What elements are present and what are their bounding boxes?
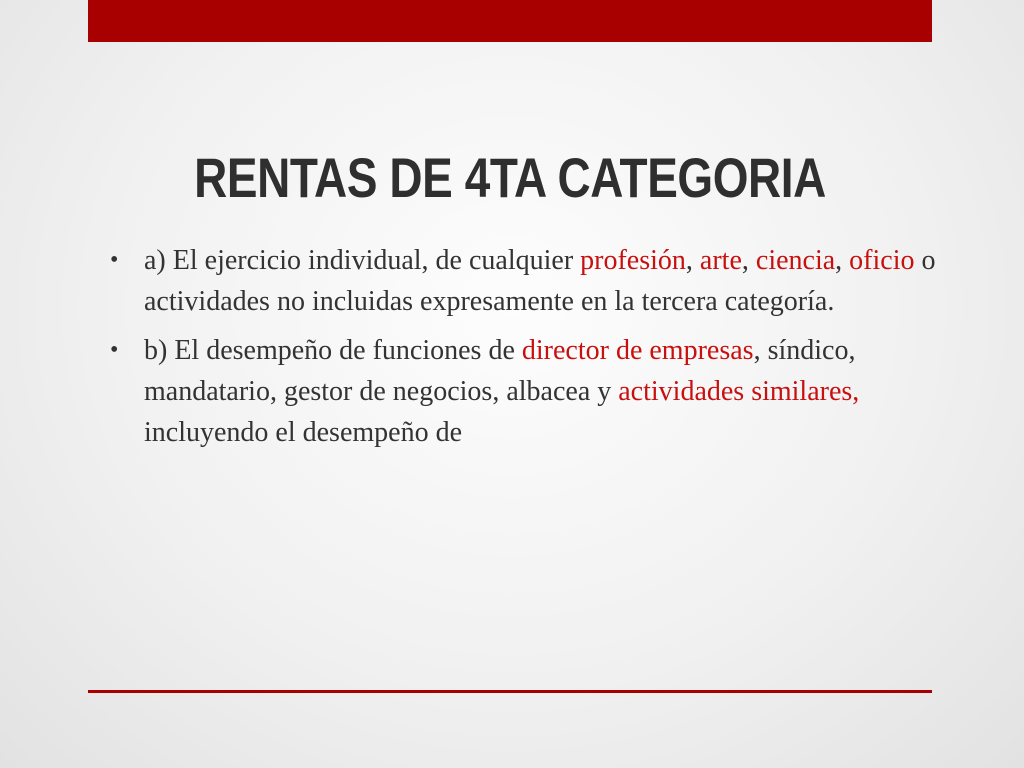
bullet-text-segment: , síndico, mandatario, gestor de negocios, albacea y xyxy=(144,335,856,407)
highlight-term: oficio xyxy=(849,245,915,276)
highlight-term: arte xyxy=(699,245,742,276)
bullet-text-segment: , xyxy=(741,245,756,276)
highlight-term: director de empresas xyxy=(521,335,754,366)
bullet-text-segment: b) El desempeño de funciones de xyxy=(144,335,522,366)
highlight-term: ciencia xyxy=(755,245,836,276)
bullet-list xyxy=(108,240,938,461)
slide-title: RENTAS DE 4TA CATEGORIA xyxy=(194,146,826,209)
bottom-divider xyxy=(88,690,932,693)
bullet-item xyxy=(108,330,938,453)
bullet-text-segment: , xyxy=(685,245,700,276)
bullet-dot-icon: • xyxy=(110,247,119,273)
bullet-item xyxy=(108,240,938,322)
bullet-text-segment: , xyxy=(835,245,850,276)
highlight-term: actividades similares, xyxy=(618,376,860,407)
bullet-text-segment: incluyendo el desempeño de xyxy=(144,417,463,448)
bullet-text-segment: o actividades no incluidas expresamente en la tercera categoría. xyxy=(144,245,936,317)
top-accent-bar xyxy=(88,0,932,42)
bullet-dot-icon: • xyxy=(110,337,119,363)
bullet-text-segment: a) El ejercicio individual, de cualquier xyxy=(144,245,581,276)
highlight-term: profesión xyxy=(580,245,686,276)
